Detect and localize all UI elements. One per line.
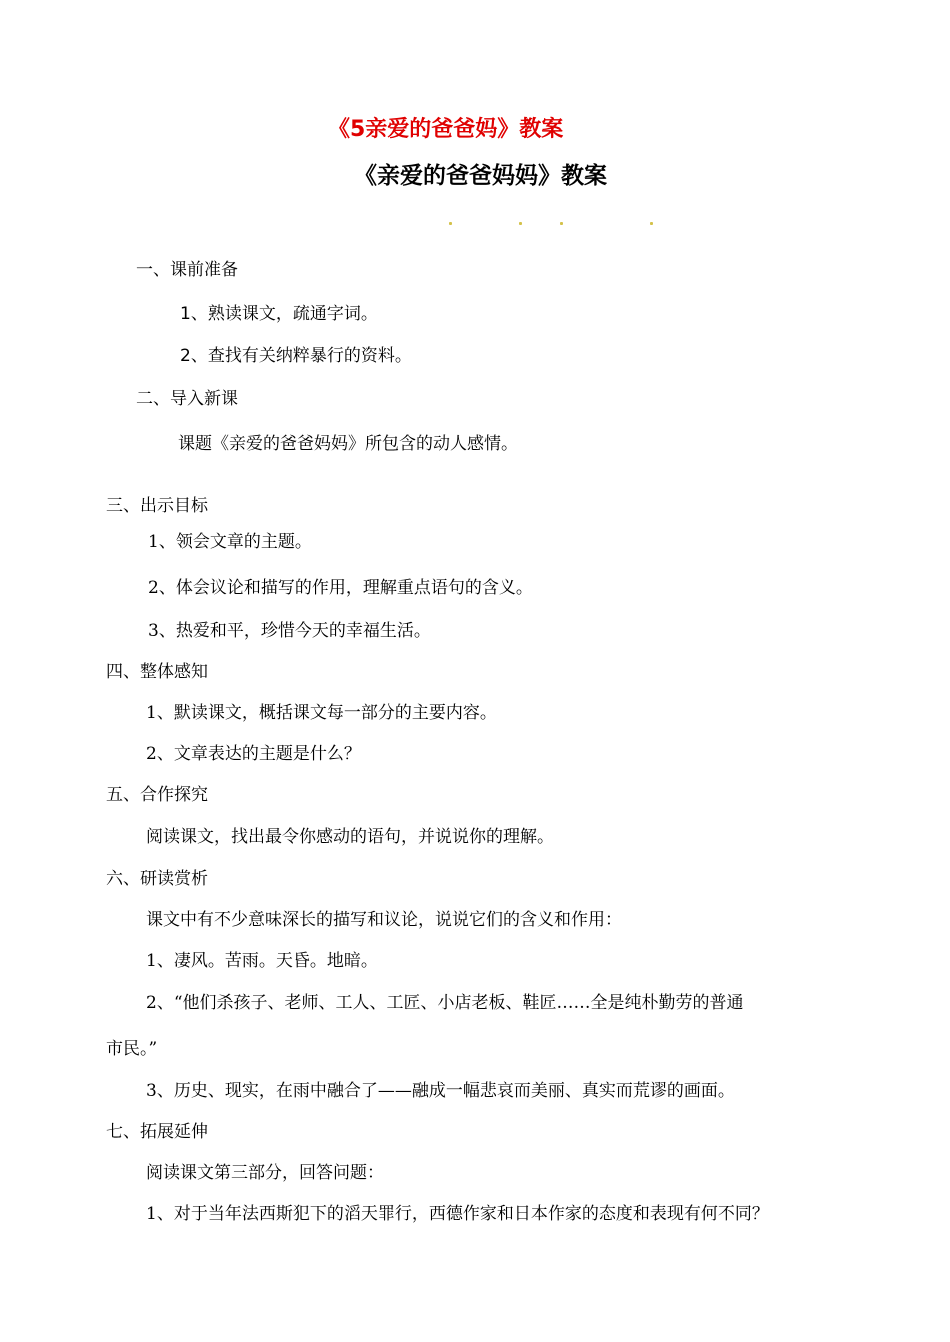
section-item: 1、熟读课文，疏通字词。 [180,304,378,324]
speck [449,222,452,225]
speck [650,222,653,225]
section-item: 2、查找有关纳粹暴行的资料。 [180,346,412,366]
speck [560,222,563,225]
section-item: 阅读课文第三部分，回答问题： [146,1163,384,1183]
section-heading: 二、导入新课 [136,389,238,409]
section-item: 课题《亲爱的爸爸妈妈》所包含的动人感情。 [178,434,518,454]
section-item: 课文中有不少意味深长的描写和议论，说说它们的含义和作用： [146,910,622,930]
section-item: 1、默读课文，概括课文每一部分的主要内容。 [146,703,497,723]
document-subtitle: 《亲爱的爸爸妈妈》教案 [354,163,607,189]
section-item: 3、历史、现实，在雨中融合了——融成一幅悲哀而美丽、真实而荒谬的画面。 [146,1081,735,1101]
section-heading: 七、拓展延伸 [106,1122,208,1142]
section-heading: 六、研读赏析 [106,869,208,889]
section-item: 3、热爱和平，珍惜今天的幸福生活。 [148,621,431,641]
section-item: 阅读课文，找出最令你感动的语句，并说说你的理解。 [146,827,554,847]
section-heading: 三、出示目标 [106,496,208,516]
section-item: 市民。” [106,1039,158,1059]
section-heading: 四、整体感知 [106,662,208,682]
section-item: 2、“他们杀孩子、老师、工人、工匠、小店老板、鞋匠……全是纯朴勤劳的普通 [146,993,744,1013]
speck [519,222,522,225]
section-item: 1、对于当年法西斯犯下的滔天罪行，西德作家和日本作家的态度和表现有何不同？ [146,1204,769,1224]
section-item: 1、凄风。苦雨。天昏。地暗。 [146,951,378,971]
section-item: 1、领会文章的主题。 [148,532,312,552]
section-item: 2、文章表达的主题是什么？ [146,744,361,764]
document-title: 《5亲爱的爸爸妈》教案 [328,117,564,142]
section-item: 2、体会议论和描写的作用，理解重点语句的含义。 [148,578,533,598]
section-heading: 五、合作探究 [106,785,208,805]
section-heading: 一、课前准备 [136,260,238,280]
